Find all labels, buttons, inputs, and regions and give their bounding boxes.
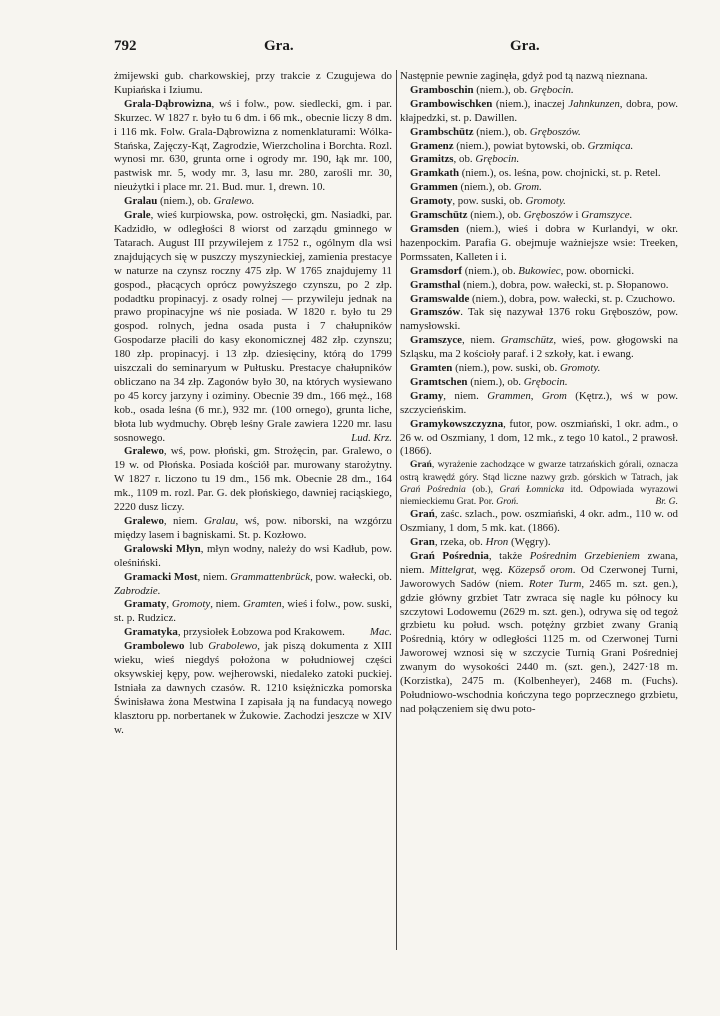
left-column bbox=[114, 70, 392, 738]
entry-text: (niem.), dobra, pow. wałecki, st. p. Czuchowo. bbox=[469, 292, 676, 305]
dictionary-entry bbox=[114, 195, 392, 209]
entry-reference: Grębocin. bbox=[475, 153, 520, 166]
dictionary-entry bbox=[400, 181, 678, 195]
entry-headword: Gramschütz bbox=[410, 209, 468, 222]
dictionary-entry bbox=[114, 70, 392, 98]
entry-text: (Węgry). bbox=[508, 536, 551, 548]
dictionary-entry bbox=[114, 571, 392, 599]
entry-text: . Od Czerwonej Turni, Jaworowych Sadów (niem. bbox=[400, 563, 678, 590]
dictionary-entry bbox=[114, 98, 392, 195]
entry-reference: Hron bbox=[485, 536, 509, 548]
entry-text: , także bbox=[488, 549, 530, 562]
entry-text: , rzeka, ob. bbox=[434, 536, 486, 548]
dictionary-entry bbox=[114, 598, 392, 626]
entry-headword: Gramtschen bbox=[410, 375, 468, 388]
dictionary-entry bbox=[400, 293, 678, 307]
entry-reference: Gramszyce. bbox=[581, 209, 633, 222]
dictionary-entry bbox=[400, 334, 678, 362]
entry-text: , wieś i folw., pow. suski, st. p. Rudzicz. bbox=[114, 598, 392, 625]
entry-headword: Gramszów bbox=[410, 306, 461, 319]
entry-text: , niem. bbox=[443, 389, 488, 402]
entry-headword: Gramszyce bbox=[410, 334, 463, 347]
entry-reference: Bukowiec bbox=[518, 264, 561, 277]
dictionary-entry bbox=[400, 306, 678, 334]
dictionary-entry bbox=[400, 279, 678, 293]
dictionary-entry bbox=[400, 362, 678, 376]
entry-text: , pow. obornicki. bbox=[560, 264, 635, 277]
dictionary-entry bbox=[400, 140, 678, 154]
entry-headword: Gramkath bbox=[410, 167, 460, 180]
column-divider bbox=[396, 70, 397, 950]
dictionary-entry bbox=[400, 195, 678, 209]
entry-text: , niem. bbox=[210, 598, 243, 611]
entry-headword: Gramten bbox=[410, 362, 453, 375]
entry-text: (niem.), pow. suski, ob. bbox=[452, 362, 560, 375]
entry-headword: Gramsden bbox=[410, 222, 460, 235]
entry-headword: Gramykowszczyzna bbox=[410, 417, 504, 430]
entry-signature: Lud. Krz. bbox=[351, 431, 392, 444]
entry-text: (niem.), wieś i dobra w Kurlandyi, w okr. hazenpockim. Parafia G. obejmuje ważniejsze wsie: Treeken, Pormssaten, Kalleten i i. bbox=[400, 222, 678, 263]
entry-text: , jak piszą dokumenta z XIII wieku, wieś niegdyś położona w południowej części oksywskiej kępy, pow. wejherowski, niedaleko zatoki puckiej. Istniała za dawnych czasów. R. 1210 księżniczka pomorska Świnisława żona Mestwina I zapisała ją na fundacyą nowego klasztoru pp. norbertanek w Żukowie. Zachodzi jeszcze w XIV w. bbox=[114, 640, 392, 736]
entry-headword: Gralewo bbox=[124, 515, 164, 527]
entry-text: , przysiołek Łobzowa pod Krakowem. bbox=[177, 626, 345, 639]
entry-headword: Grammen bbox=[410, 181, 458, 194]
entry-reference: Jahnkunzen bbox=[568, 97, 620, 110]
entry-text: zwana, niem. bbox=[400, 549, 679, 576]
entry-reference: Gręboszów. bbox=[529, 125, 581, 138]
entry-text: , młyn wodny, należy do wsi Kadłub, pow. oleśniński. bbox=[114, 542, 392, 569]
entry-text: , niem. bbox=[163, 515, 204, 527]
entry-text: , bbox=[166, 598, 172, 611]
entry-text: (niem.), ob. bbox=[467, 209, 524, 222]
entry-text: , ob. bbox=[453, 153, 476, 166]
entry-reference: Gramschütz bbox=[500, 334, 554, 347]
dictionary-entry bbox=[400, 167, 678, 181]
dictionary-entry bbox=[400, 265, 678, 279]
entry-text: , futor, pow. oszmiański, 1 okr. adm., o 26 w. od Oszmiany, 1 dom, 12 mk., z tego 10 katol., 2 prawosł. (1866). bbox=[400, 417, 678, 458]
entry-headword: Gramacki Most bbox=[124, 570, 198, 583]
entry-headword: Grala-Dąbrowizna bbox=[124, 97, 212, 110]
entry-reference: Grammattenbrück bbox=[230, 570, 311, 583]
entry-text: (niem.), ob. bbox=[467, 375, 524, 388]
entry-signature: Br. G. bbox=[655, 495, 678, 507]
entry-text: . Tak się nazywał 1376 roku Gręboszów, pow. namysłowski. bbox=[400, 306, 678, 333]
dictionary-entry bbox=[114, 515, 392, 543]
entry-reference: Grań Łomnicka bbox=[499, 483, 565, 495]
entry-headword: Gramboschin bbox=[410, 83, 474, 96]
entry-headword: Grań Pośrednia bbox=[410, 549, 489, 562]
entry-reference: Zabrodzie. bbox=[114, 584, 161, 597]
dictionary-entry bbox=[400, 459, 678, 508]
dictionary-entry bbox=[400, 390, 678, 418]
entry-reference: Gramten bbox=[243, 598, 282, 611]
entry-reference: Gromoty. bbox=[525, 195, 566, 208]
entry-text: , wieś kurpiowska, pow. ostrołęcki, gm. Nasiadki, par. Kadzidło, w odległości 8 wiorst od zarządu gminnego w Tatarach. August III przywilejem z 1752 r., ogólnym dla wsi znajdujących się w puszczy myszynieckiej, zamienia prestacye w naturze na czynsz roczny 475 złp. W 1765 znajdujemy 11 gospod., płacących oprócz powyższego czynszu, po 2 złp. podadtku propinacyj. z osady rolnej — przywileju jednak na prawo propinacyjne wś nie posiada. W 1820 r. było tu 29 gospod. rolnych, jedna osada pusta i 7 chałupników Gospodarze płacili do kasy ekonomicznej 482 złp. czynszu; 180 złp. propinacyj. i 13 złp. dziesięciny, którą do 1799 uiszczali do seminaryum w Pułtusku. Prestacye chałupników obliczano na 34 złp. Zagonów było 30, na których wysiewano po 45 korcy jarzyny i oziminy. Obecnie 39 dm., 166 męż., 168 kob., osada leśna (6 mr.), 932 mr. (100 ornego), grunta liche, błota lub wydmuchy. Obręb leśny Grale zawiera 1220 mr. lasu sosnowego. bbox=[114, 209, 392, 444]
entry-reference: Grębocin. bbox=[529, 83, 574, 96]
entry-headword: Grań bbox=[410, 459, 432, 471]
entry-headword: Grambolewo bbox=[124, 640, 185, 653]
entry-reference: Grębocin. bbox=[523, 375, 568, 388]
running-head-right: Gra. bbox=[510, 38, 540, 54]
entry-text: (niem.), inaczej bbox=[492, 97, 569, 110]
dictionary-entry bbox=[114, 640, 392, 737]
entry-text: (niem.), dobra, pow. wałecki, st. p. Słopanowo. bbox=[460, 278, 669, 291]
entry-reference: Grom bbox=[541, 389, 567, 402]
entry-text: , pow. wałecki, ob. bbox=[310, 570, 392, 583]
dictionary-entry bbox=[400, 209, 678, 223]
dictionary-entry bbox=[400, 153, 678, 167]
entry-text: (niem.), ob. bbox=[457, 181, 515, 194]
entry-reference: Mittelgrat bbox=[429, 563, 474, 576]
entry-text: (niem.), ob. bbox=[462, 264, 519, 277]
entry-reference: Grabolewo bbox=[208, 640, 258, 653]
entry-text: , dobra, pow. kłajpedzki, st. p. Dawillen. bbox=[400, 97, 678, 124]
entry-headword: Gramsdorf bbox=[410, 264, 463, 277]
entry-text: (niem.), ob. bbox=[473, 83, 530, 96]
entry-reference: Grań Pośrednia bbox=[400, 483, 466, 495]
running-head-left: Gra. bbox=[264, 38, 294, 54]
entry-headword: Gralowski Młyn bbox=[124, 542, 201, 555]
page-number: 792 bbox=[114, 38, 137, 54]
dictionary-entry bbox=[400, 536, 678, 550]
page-header bbox=[114, 38, 678, 60]
right-column bbox=[400, 70, 678, 717]
entry-text: (niem.), powiat bytowski, ob. bbox=[453, 139, 588, 152]
entry-text: , niem. bbox=[462, 334, 501, 347]
dictionary-entry bbox=[400, 376, 678, 390]
entry-text: , wyrażenie zachodzące w gwarze tatrzańskich górali, oznacza ostrą krawędź góry. Stąd liczne nazwy grzb. górskich w Tatrach, jak bbox=[400, 459, 678, 483]
entry-reference: Grammen bbox=[487, 389, 531, 402]
dictionary-entry bbox=[400, 223, 678, 265]
entry-text: , pow. suski, ob. bbox=[452, 195, 526, 208]
entry-headword: Grań bbox=[410, 508, 435, 521]
entry-text: Następnie pewnie zaginęła, gdyż pod tą nazwą nieznana. bbox=[400, 70, 648, 82]
entry-text: , wieś, pow. głogowski na Szląsku, ma 2 kościoły paraf. i 2 szkoły, kat. i ewang. bbox=[400, 334, 678, 361]
entry-headword: Gramenz bbox=[410, 139, 454, 152]
entry-headword: Grale bbox=[124, 209, 151, 222]
dictionary-entry bbox=[400, 126, 678, 140]
entry-headword: Gramatyka bbox=[124, 626, 178, 639]
entry-headword: Gralewo bbox=[124, 445, 164, 458]
entry-reference: Grom. bbox=[514, 181, 542, 194]
entry-signature: Mac. bbox=[369, 626, 392, 639]
entry-text: itd. Odpowiada wyrazowi niemieckiemu Grat. Por. bbox=[400, 483, 678, 507]
dictionary-entry bbox=[114, 209, 392, 445]
entry-text: i bbox=[572, 209, 582, 222]
entry-reference: Gralau bbox=[203, 515, 236, 527]
entry-text: , wś, pow. płoński, gm. Strożęcin, par. Gralewo, o 19 w. od Płońska. Posiada kościół par. murowany starożytny. W 1827 r. liczono tu 19 dm., 156 mk. Obecnie 28 dm., 164 mk., 1109 m. rozl. Par. G. dek płońskiego, dawniej raciąskiego, 2220 dusz liczy. bbox=[114, 445, 392, 514]
dictionary-entry bbox=[400, 84, 678, 98]
entry-reference: Közepső orom bbox=[507, 563, 573, 576]
entry-text: (niem.), ob. bbox=[157, 195, 214, 208]
entry-text: (Kętrz.), wś w pow. szczycieńskim. bbox=[400, 389, 678, 416]
dictionary-entry bbox=[400, 508, 678, 536]
dictionary-entry bbox=[400, 70, 678, 84]
entry-text: , zaśc. szlach., pow. oszmiański, 4 okr. adm., 110 w. od Oszmiany, 1 dom, 5 mk. kat. (1866). bbox=[400, 508, 678, 535]
entry-text: , węg. bbox=[473, 563, 508, 576]
entry-text: , bbox=[530, 389, 542, 402]
entry-reference: Pośrednim Grzebieniem bbox=[529, 549, 640, 562]
dictionary-entry bbox=[400, 550, 678, 717]
dictionary-entry bbox=[114, 626, 392, 640]
entry-text: (ob.), bbox=[465, 483, 500, 495]
entry-headword: Gramy bbox=[410, 389, 444, 402]
entry-headword: Gramaty bbox=[124, 598, 167, 611]
entry-text: , 2465 m. szt. gen.), gdzie główny grzbiet Tatr zwraca się nagle ku północy ku szczytowi Lodowemu (2629 m. szt. gen.), odrywa się od tegoż grzbietu ku połud. wsch. potężny grzbiet zwany Granią Pośrednią, który w odległości 1125 m. od Czerwonej Turni Jaworowej wznosi się w szczycie Turnią Grani Pośredniej zwanym do wysokości 2440 m. (szt. gen.), 2427·18 m. (Korzistka), 2475 m. (Kolbenheyer), 2468 m. (Fuchs). Południowo-wschodnia kończyna tego poprzecznego grzbietu, nad połączeniem się dwu poto- bbox=[400, 577, 678, 715]
entry-reference: Grzmiąca. bbox=[587, 139, 634, 152]
entry-text: , wś i folw., pow. siedlecki, gm. i par. Skurzec. W 1827 r. było tu 6 dm. i 66 mk., obecnie liczy 8 dm. i 116 mk. Folw. Grala-Dąbrowizna z nomenklaturami: Wólka-Stańska, Zajęczy-Kąt, Zagrodzie, Wierzcholina i Borchta. Rozl. wynosi mr. 630, grunta orne i ogrody mr. 190, łąk mr. 100, pastwisk mr. 5, wody mr. 3, lasu mr. 280, zarośli mr. 30, nieużytki i place mr. 21. Bud. mur. 1, drewn. 10. bbox=[114, 97, 392, 194]
entry-text: (niem.), os. leśna, pow. chojnicki, st. p. Retel. bbox=[459, 167, 661, 180]
entry-text: , niem. bbox=[197, 570, 231, 583]
entry-reference: Groń. bbox=[496, 495, 519, 507]
entry-headword: Gramswalde bbox=[410, 292, 470, 305]
entry-text: , wś, pow. niborski, na wzgórzu między lasem i bagniskami. St. p. Kozłowo. bbox=[114, 515, 392, 541]
entry-reference: Gralewo. bbox=[213, 195, 255, 208]
dictionary-entry bbox=[114, 445, 392, 515]
entry-reference: Gręboszów bbox=[523, 209, 573, 222]
entry-headword: Grambschütz bbox=[410, 125, 474, 138]
entry-headword: Gran bbox=[410, 536, 435, 548]
dictionary-entry bbox=[400, 98, 678, 126]
entry-reference: Gromoty bbox=[171, 598, 211, 611]
entry-reference: Gromoty. bbox=[559, 362, 601, 375]
dictionary-entry bbox=[114, 543, 392, 571]
entry-headword: Gramitzs bbox=[410, 153, 454, 166]
entry-reference: Roter Turm bbox=[528, 577, 582, 590]
entry-text: (niem.), ob. bbox=[473, 125, 530, 138]
dictionary-entry bbox=[400, 418, 678, 460]
entry-text: żmijewski gub. charkowskiej, przy trakcie z Czugujewa do Kupiańska i Iziumu. bbox=[114, 70, 392, 96]
entry-headword: Gramoty bbox=[410, 195, 453, 208]
entry-headword: Gralau bbox=[124, 195, 158, 208]
entry-text: lub bbox=[184, 640, 209, 653]
entry-headword: Gramsthal bbox=[410, 278, 461, 291]
entry-headword: Grambowischken bbox=[410, 97, 493, 110]
